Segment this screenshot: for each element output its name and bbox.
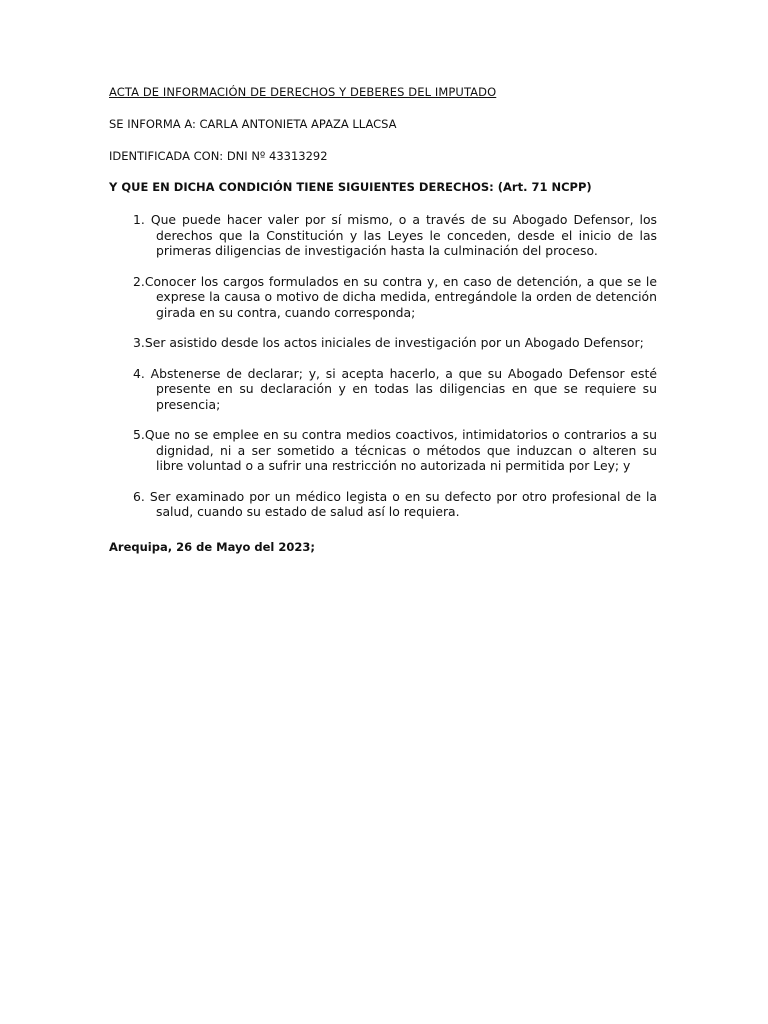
- list-item-number: 5.: [133, 427, 145, 442]
- list-item: [133, 335, 657, 351]
- list-item-text: Que no se emplee en su contra medios coactivos, intimidatorios o contrarios a su dignidad, ni a ser sometido a técnicas o métodos que induzcan o alteren su libre voluntad o a sufrir una restricción no autorizada ni permitida por Ley; y: [144, 427, 657, 473]
- list-item-number: 3.: [133, 335, 145, 350]
- document-title: ACTA DE INFORMACIÓN DE DERECHOS Y DEBERES DEL IMPUTADO: [109, 85, 497, 99]
- closing-date-line: Arequipa, 26 de Mayo del 2023;: [109, 540, 315, 554]
- list-item-text: Abstenerse de declarar; y, si acepta hacerlo, a que su Abogado Defensor esté presente en su declaración y en todas las diligencias en que se requiere su presencia;: [150, 365, 657, 412]
- identificada-line: IDENTIFICADA CON: DNI Nº 43313292: [109, 149, 328, 163]
- list-item-number: 1.: [133, 212, 145, 227]
- list-item-text: Que puede hacer valer por sí mismo, o a través de su Abogado Defensor, los derechos que la Constitución y las Leyes le conceden, desde el inicio de las primeras diligencias de investigación hasta la culminación del proceso.: [150, 212, 657, 258]
- list-item-text: Conocer los cargos formulados en su contra y, en caso de detención, a que se le exprese la causa o motivo de dicha medida, entregándole la orden de detención girada en su contra, cuando corresponda;: [144, 273, 657, 320]
- list-item: [133, 489, 657, 520]
- informa-line: SE INFORMA A: CARLA ANTONIETA APAZA LLACSA: [109, 117, 397, 131]
- rights-heading: Y QUE EN DICHA CONDICIÓN TIENE SIGUIENTES DERECHOS: (Art. 71 NCPP): [109, 180, 592, 194]
- list-item-text: Ser examinado por un médico legista o en su defecto por otro profesional de la salud, cuando su estado de salud así lo requiera.: [149, 488, 657, 519]
- list-item: [133, 274, 657, 321]
- list-item: [133, 427, 657, 474]
- list-item-number: 6.: [133, 488, 145, 504]
- list-item: [133, 212, 657, 259]
- list-item: [133, 366, 657, 413]
- list-item-number: 2.: [133, 273, 145, 289]
- rights-list: [133, 212, 657, 535]
- list-item-text: Ser asistido desde los actos iniciales de investigación por un Abogado Defensor;: [144, 335, 644, 350]
- list-item-number: 4.: [133, 365, 145, 381]
